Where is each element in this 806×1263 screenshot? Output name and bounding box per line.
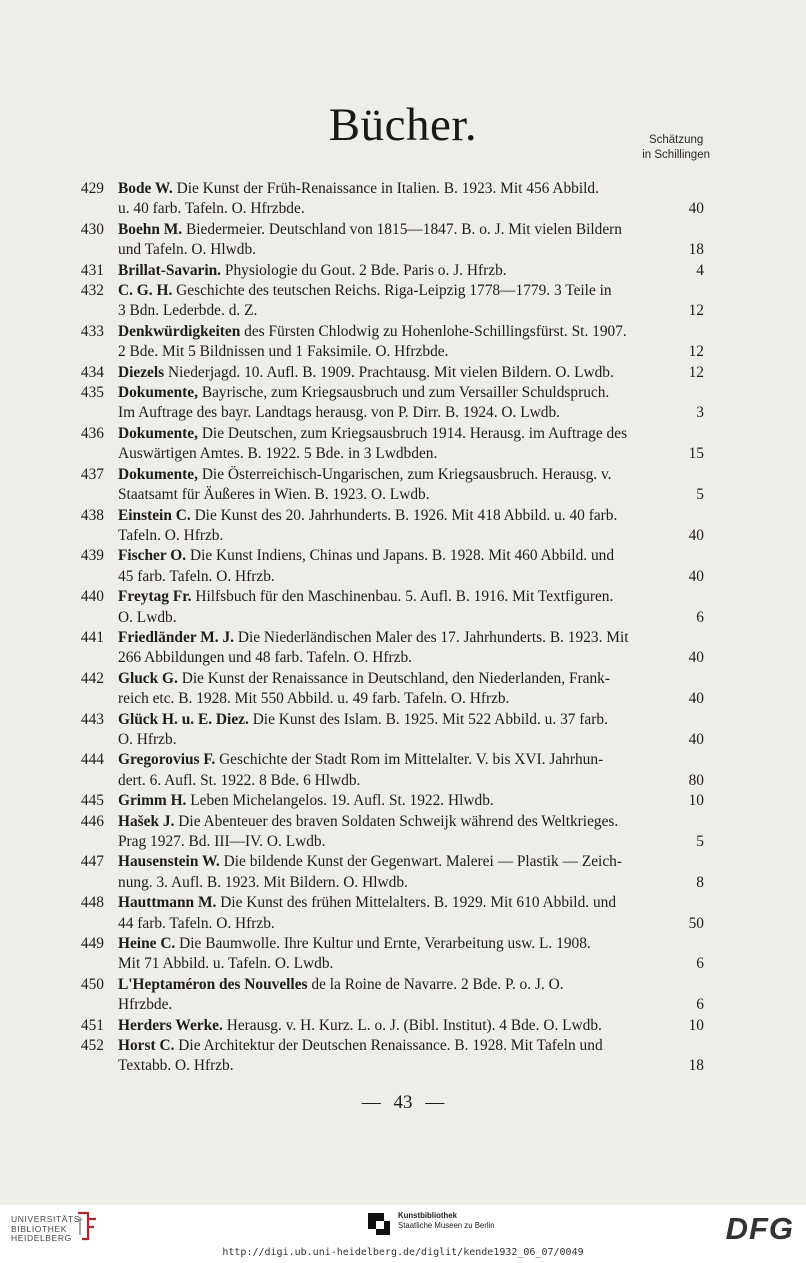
entry-line-content: [118, 322, 627, 342]
entry-description: Die Kunst des 20. Jahrhunderts. B. 1926. Mit 418 Abbild. u. 40 farb.: [194, 506, 618, 524]
entry-number: 438: [80, 506, 104, 524]
entry-price: 40: [688, 567, 704, 585]
entry-line-content: [118, 526, 223, 546]
entry-line-content: [118, 750, 603, 770]
entry-price: 80: [688, 771, 704, 789]
entry-line-content: [118, 628, 629, 648]
entry-line: [118, 710, 704, 730]
entry-description: reich etc. B. 1928. Mit 550 Abbild. u. 49 farb. Tafeln. O. Hfrzb.: [118, 690, 510, 708]
catalogue-entry: [70, 465, 704, 506]
entry-price: 15: [688, 445, 704, 463]
entry-line-content: [118, 893, 616, 913]
kb-subtitle: Staatliche Museen zu Berlin: [398, 1221, 495, 1230]
entry-text: [118, 934, 704, 975]
entry-price: 6: [696, 996, 704, 1014]
entry-line-content: [118, 852, 622, 872]
entry-line: [118, 526, 704, 546]
dfg-logo[interactable]: DFG: [725, 1211, 794, 1246]
entry-description: 3 Bdn. Lederbde. d. Z.: [118, 302, 258, 320]
entry-price: 10: [688, 1016, 704, 1034]
entry-text: [118, 363, 704, 383]
entry-description: Die bildende Kunst der Gegenwart. Malerei — Plastik — Zeich-: [223, 853, 622, 871]
entry-line-content: [118, 281, 612, 301]
university-logo-icon[interactable]: [74, 1209, 100, 1243]
entry-description: Tafeln. O. Hfrzb.: [118, 526, 224, 544]
entry-price: 6: [696, 955, 704, 973]
entry-price: 12: [688, 302, 704, 320]
entry-number: 435: [80, 384, 104, 402]
university-library-logo-text[interactable]: [11, 1215, 84, 1244]
catalogue-entry: [70, 852, 704, 893]
entry-number: 441: [80, 628, 104, 646]
entry-number: 446: [80, 812, 104, 830]
entry-author: Boehn M.: [118, 220, 183, 238]
entry-line: [118, 261, 704, 281]
entry-text: [118, 710, 704, 751]
entry-description: und Tafeln. O. Hlwdb.: [118, 241, 256, 259]
entry-line-content: [118, 873, 408, 893]
entry-number: 452: [80, 1037, 104, 1055]
page-number: — 43 —: [361, 1092, 445, 1113]
entry-line: [118, 1036, 704, 1056]
entry-line-content: [118, 567, 275, 587]
entry-line-content: [118, 1036, 603, 1056]
catalogue-entry: [70, 424, 704, 465]
entry-description: Die Baumwolle. Ihre Kultur und Ernte, Verarbeitung usw. L. 1908.: [179, 935, 591, 953]
entry-price: 8: [696, 873, 704, 891]
entry-text: [118, 893, 704, 934]
catalogue-entry: [70, 587, 704, 628]
entry-description: Die Kunst des frühen Mittelalters. B. 1929. Mit 610 Abbild. und: [220, 894, 617, 912]
entry-price: 40: [688, 526, 704, 544]
entry-text: [118, 750, 704, 791]
entry-line: [118, 791, 704, 811]
catalogue-entry: [70, 750, 704, 791]
entry-line: [118, 750, 704, 770]
entry-author: Hausenstein W.: [118, 853, 220, 871]
entry-number: 437: [80, 465, 104, 483]
entry-price: 40: [688, 649, 704, 667]
entry-text: [118, 791, 704, 811]
entry-description: des Fürsten Chlodwig zu Hohenlohe-Schillingsfürst. St. 1907.: [244, 322, 627, 340]
entry-number: 450: [80, 975, 104, 993]
entry-line: [118, 403, 704, 423]
entry-price: 12: [688, 343, 704, 361]
kunstbibliothek-icon: [368, 1213, 394, 1239]
catalogue-entry: [70, 546, 704, 587]
entry-text: [118, 383, 704, 424]
estimate-label: Schätzung: [648, 134, 704, 146]
entry-description: 44 farb. Tafeln. O. Hfrzb.: [118, 914, 275, 932]
entry-price: 40: [688, 730, 704, 748]
entry-line-content: [118, 363, 614, 383]
entry-line-content: [118, 730, 177, 750]
entry-line: [118, 771, 704, 791]
entry-line-content: [118, 465, 612, 485]
entry-line: [118, 342, 704, 362]
entry-line: [118, 506, 704, 526]
entry-text: [118, 281, 704, 322]
entry-text: [118, 179, 704, 220]
entry-author: Einstein C.: [118, 506, 191, 524]
kunstbibliothek-text: [398, 1211, 495, 1231]
catalogue-entry: [70, 281, 704, 322]
entry-line: [118, 240, 704, 260]
entry-text: [118, 628, 704, 669]
entry-number: 431: [80, 261, 104, 279]
entry-line: [118, 322, 704, 342]
catalogue-entry: [70, 975, 704, 1016]
entry-line: [118, 424, 704, 444]
entry-line-content: [118, 220, 622, 240]
catalogue-entry: [70, 893, 704, 934]
catalogue-entry: [70, 934, 704, 975]
entry-line: [118, 689, 704, 709]
entry-description: 2 Bde. Mit 5 Bildnissen und 1 Faksimile. O. Hfrzbde.: [118, 343, 449, 361]
footer-bar: [0, 1205, 806, 1247]
entry-line: [118, 975, 704, 995]
entry-number: 444: [80, 751, 104, 769]
entry-line-content: [118, 934, 591, 954]
entry-price: 3: [696, 404, 704, 422]
entry-author: Denkwürdigkeiten: [118, 322, 241, 340]
entry-number: 449: [80, 935, 104, 953]
catalogue-entry: [70, 1036, 704, 1077]
entry-description: Textabb. O. Hfrzb.: [118, 1057, 234, 1075]
entry-price: 40: [688, 200, 704, 218]
entry-description: Prag 1927. Bd. III—IV. O. Lwdb.: [118, 833, 326, 850]
entry-author: Dokumente,: [118, 424, 198, 442]
entry-description: Die Deutschen, zum Kriegsausbruch 1914. Herausg. im Auftrage des: [201, 424, 628, 442]
entry-line: [118, 179, 704, 199]
entry-description: Staatsamt für Äußeres in Wien. B. 1923. O. Lwdb.: [118, 486, 430, 504]
entry-line-content: [118, 914, 275, 934]
entry-description: Geschichte des teutschen Reichs. Riga-Leipzig 1778—1779. 3 Teile in: [176, 282, 612, 300]
entry-line-content: [118, 975, 564, 995]
entry-line: [118, 363, 704, 383]
entry-description: dert. 6. Aufl. St. 1922. 8 Bde. 6 Hlwdb.: [118, 771, 361, 789]
catalogue-entry: [70, 220, 704, 261]
entry-line-content: [118, 710, 608, 730]
catalogue-entry: [70, 791, 704, 811]
entry-line-content: [118, 403, 560, 423]
kb-name: Kunstbibliothek: [398, 1211, 457, 1220]
entry-line-content: [118, 791, 494, 811]
entry-line-content: [118, 669, 610, 689]
entry-author: Gluck G.: [118, 669, 178, 687]
entry-line-content: [118, 179, 599, 199]
entry-line: [118, 995, 704, 1015]
catalogue-entry: [70, 1016, 704, 1036]
entry-text: [118, 546, 704, 587]
entry-author: Brillat-Savarin.: [118, 261, 222, 279]
entry-line: [118, 546, 704, 566]
catalogue-entry: [70, 812, 704, 853]
entry-line-content: [118, 954, 333, 974]
estimate-unit-label: in Schillingen: [642, 149, 710, 161]
entry-line-content: [118, 546, 614, 566]
entry-description: 266 Abbildungen und 48 farb. Tafeln. O. Hfrzb.: [118, 649, 412, 667]
entry-description: Herausg. v. H. Kurz. L. o. J. (Bibl. Institut). 4 Bde. O. Lwdb.: [226, 1016, 602, 1034]
entry-line-content: [118, 608, 177, 628]
university-line-2: BIBLIOTHEK: [11, 1223, 68, 1234]
entry-line: [118, 812, 704, 832]
entry-description: Die Kunst der Früh-Renaissance in Italien. B. 1923. Mit 456 Abbild.: [176, 180, 599, 197]
entry-author: Herders Werke.: [118, 1016, 223, 1034]
entry-description: Hilfsbuch für den Maschinenbau. 5. Aufl. B. 1916. Mit Textfiguren.: [195, 588, 614, 606]
entry-text: [118, 975, 704, 1016]
entry-number: 429: [80, 180, 104, 197]
entry-description: Geschichte der Stadt Rom im Mittelalter. V. bis XVI. Jahrhun-: [219, 751, 604, 769]
entry-line-content: [118, 1056, 234, 1076]
entry-author: Friedländer M. J.: [118, 628, 234, 646]
entry-price: 50: [688, 914, 704, 932]
entry-number: 443: [80, 710, 104, 728]
entry-price: 12: [688, 363, 704, 381]
entry-line: [118, 281, 704, 301]
entry-number: 430: [80, 220, 104, 238]
permalink-url[interactable]: http://digi.ub.uni-heidelberg.de/diglit/kende1932_06_07/0049: [222, 1247, 584, 1258]
entry-line-content: [118, 995, 172, 1015]
entry-price: 6: [696, 608, 704, 626]
entry-line: [118, 608, 704, 628]
entry-description: Die Kunst Indiens, Chinas und Japans. B. 1928. Mit 460 Abbild. und: [189, 547, 615, 565]
entry-description: Niederjagd. 10. Aufl. B. 1909. Prachtausg. Mit vielen Bildern. O. Lwdb.: [168, 363, 614, 381]
entry-description: Die Abenteuer des braven Soldaten Schweijk während des Weltkrieges.: [178, 812, 619, 830]
entry-description: Die Österreichisch-Ungarischen, zum Kriegsausbruch. Herausg. v.: [201, 465, 612, 483]
entry-number: 445: [80, 792, 104, 810]
entry-line: [118, 1016, 704, 1036]
entry-number: 447: [80, 853, 104, 871]
entry-line-content: [118, 383, 609, 403]
entry-line: [118, 587, 704, 607]
entry-description: Die Kunst des Islam. B. 1925. Mit 522 Abbild. u. 37 farb.: [252, 710, 608, 728]
entry-line-content: [118, 485, 430, 505]
entry-line-content: [118, 832, 325, 852]
entry-line: [118, 954, 704, 974]
entry-number: 434: [80, 363, 104, 381]
entry-description: Bayrische, zum Kriegsausbruch und zum Versailler Schuldspruch.: [201, 384, 610, 402]
catalogue-entry: [70, 179, 704, 220]
entry-line-content: [118, 506, 617, 526]
entry-line: [118, 465, 704, 485]
entry-text: [118, 852, 704, 893]
entry-author: Hašek J.: [118, 812, 175, 830]
entry-line: [118, 1056, 704, 1076]
entry-author: Gregorovius F.: [118, 751, 216, 769]
entry-line-content: [118, 587, 613, 607]
entry-line-content: [118, 342, 448, 362]
entry-description: nung. 3. Aufl. B. 1923. Mit Bildern. O. Hlwdb.: [118, 873, 408, 891]
entry-line: [118, 567, 704, 587]
entry-number: 433: [80, 322, 104, 340]
entry-description: O. Lwdb.: [118, 608, 177, 626]
entry-author: Horst C.: [118, 1037, 175, 1055]
entry-description: Physiologie du Gout. 2 Bde. Paris o. J. Hfrzb.: [224, 261, 507, 279]
entry-text: [118, 424, 704, 465]
entry-line: [118, 485, 704, 505]
entry-line-content: [118, 261, 507, 281]
entry-author: Heine C.: [118, 935, 176, 953]
entry-price: 4: [696, 261, 704, 279]
entry-line-content: [118, 812, 618, 832]
entry-author: Diezels: [118, 363, 165, 381]
catalogue-entry: [70, 669, 704, 710]
entry-number: 439: [80, 547, 104, 565]
entry-text: [118, 812, 704, 853]
page-title: Bücher.: [328, 99, 478, 151]
entry-line-content: [118, 771, 360, 791]
entry-text: [118, 1036, 704, 1077]
entry-author: Grimm H.: [118, 792, 187, 810]
entry-number: 436: [80, 424, 104, 442]
entry-author: Freytag Fr.: [118, 588, 192, 606]
entry-text: [118, 220, 704, 261]
entry-line-content: [118, 240, 256, 260]
entry-line: [118, 934, 704, 954]
catalogue-entry: [70, 383, 704, 424]
estimate-column-header: [642, 133, 710, 163]
entry-price: 5: [696, 833, 704, 850]
entry-description: u. 40 farb. Tafeln. O. Hfrzbde.: [118, 200, 305, 218]
entry-line: [118, 873, 704, 893]
entry-author: Dokumente,: [118, 384, 198, 402]
entry-line-content: [118, 444, 437, 464]
entry-number: 451: [80, 1016, 104, 1034]
entry-price: 18: [688, 1057, 704, 1075]
entry-line: [118, 220, 704, 240]
entry-description: Auswärtigen Amtes. B. 1922. 5 Bde. in 3 Lwdbden.: [118, 445, 438, 463]
entry-description: Mit 71 Abbild. u. Tafeln. O. Lwdb.: [118, 955, 334, 973]
entry-line: [118, 893, 704, 913]
entry-description: Die Kunst der Renaissance in Deutschland, den Niederlanden, Frank-: [181, 669, 610, 687]
entry-line-content: [118, 301, 257, 321]
entry-line: [118, 199, 704, 219]
entry-line: [118, 832, 704, 852]
entry-line: [118, 852, 704, 872]
entry-description: Die Niederländischen Maler des 17. Jahrhunderts. B. 1923. Mit: [237, 628, 629, 646]
entry-description: 45 farb. Tafeln. O. Hfrzb.: [118, 567, 275, 585]
entry-description: Hfrzbde.: [118, 996, 173, 1014]
entry-number: 442: [80, 669, 104, 687]
entry-number: 448: [80, 894, 104, 912]
entry-line: [118, 669, 704, 689]
entry-price: 10: [688, 792, 704, 810]
entry-price: 18: [688, 241, 704, 259]
entry-line: [118, 383, 704, 403]
catalogue-entries: [70, 179, 704, 1077]
catalogue-entry: [70, 628, 704, 669]
entry-number: 440: [80, 588, 104, 606]
entry-line: [118, 730, 704, 750]
entry-description: Im Auftrage des bayr. Landtags herausg. von P. Dirr. B. 1924. O. Lwdb.: [118, 404, 560, 422]
entry-line-content: [118, 1016, 602, 1036]
entry-author: Fischer O.: [118, 547, 187, 565]
entry-author: Dokumente,: [118, 465, 198, 483]
catalogue-entry: [70, 322, 704, 363]
entry-text: [118, 1016, 704, 1036]
catalogue-entry: [70, 506, 704, 547]
entry-text: [118, 506, 704, 547]
entry-line: [118, 914, 704, 934]
catalogue-entry: [70, 710, 704, 751]
entry-author: L'Heptaméron des Nouvelles: [118, 975, 308, 993]
entry-description: O. Hfrzb.: [118, 730, 177, 748]
entry-line-content: [118, 689, 509, 709]
entry-text: [118, 261, 704, 281]
catalogue-entry: [70, 261, 704, 281]
entry-price: 5: [696, 486, 704, 504]
entry-text: [118, 587, 704, 628]
entry-description: de la Roine de Navarre. 2 Bde. P. o. J. O.: [311, 975, 564, 993]
entry-line: [118, 301, 704, 321]
entry-number: 432: [80, 282, 104, 300]
entry-price: 40: [688, 690, 704, 708]
entry-text: [118, 669, 704, 710]
entry-author: Hauttmann M.: [118, 894, 217, 912]
entry-description: Die Architektur der Deutschen Renaissance. B. 1928. Mit Tafeln und: [178, 1037, 603, 1055]
university-line-1: UNIVERSITÄTS-: [11, 1214, 84, 1224]
entry-line: [118, 648, 704, 668]
catalogue-entry: [70, 363, 704, 383]
entry-author: Bode W.: [118, 180, 173, 197]
entry-line: [118, 444, 704, 464]
entry-line: [118, 628, 704, 648]
entry-line-content: [118, 648, 412, 668]
entry-description: Biedermeier. Deutschland von 1815—1847. B. o. J. Mit vielen Bildern: [186, 220, 623, 238]
entry-text: [118, 322, 704, 363]
entry-author: C. G. H.: [118, 282, 173, 300]
entry-description: Leben Michelangelos. 19. Aufl. St. 1922. Hlwdb.: [190, 792, 494, 810]
entry-line-content: [118, 199, 305, 219]
entry-author: Glück H. u. E. Diez.: [118, 710, 249, 728]
entry-line-content: [118, 424, 627, 444]
entry-text: [118, 465, 704, 506]
university-line-3: HEIDELBERG: [11, 1233, 72, 1243]
